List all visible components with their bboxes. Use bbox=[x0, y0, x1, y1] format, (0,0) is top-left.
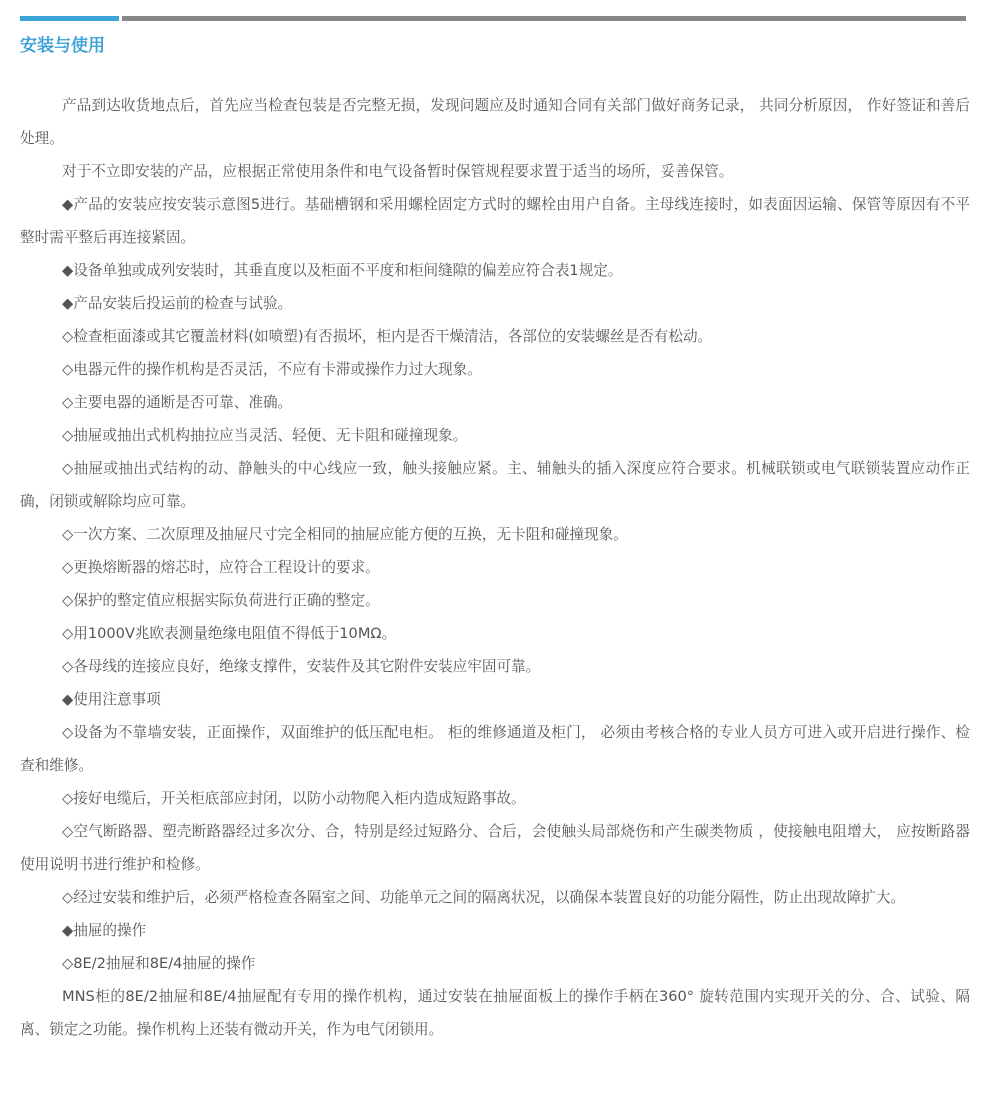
paragraph-pre-operation-heading: ◆产品安装后投运前的检查与试验。 bbox=[62, 295, 293, 312]
section-divider-rule bbox=[122, 16, 966, 21]
paragraph-check-interchange: ◇一次方案、二次原理及抽屉尺寸完全相同的抽屉应能方便的互换，无卡阻和碰撞现象。 bbox=[62, 526, 628, 543]
paragraph-check-busbar: ◇各母线的连接应良好，绝缘支撑件，安装件及其它附件安装应牢固可靠。 bbox=[62, 658, 541, 675]
paragraph-drawer-operation: MNS柜的8E/2抽屉和8E/4抽屉配有专用的操作机构，通过安装在抽屉面板上的操作手柄在360° 旋转范围内实现开关的分、合、试验、隔离、锁定之功能。操作机构上还装有微动开关，作为电气闭锁用。 bbox=[20, 988, 970, 1038]
paragraph-check-drawer-pull: ◇抽屉或抽出式机构抽拉应当灵活、轻便、无卡阻和碰撞现象。 bbox=[62, 427, 468, 444]
paragraph-usage-breaker: ◇空气断路器、塑壳断路器经过多次分、合，特别是经过短路分、合后，会使触头局部烧伤和产生碳类物质 ，使接触电阻增大， 应按断路器使用说明书进行维护和检修。 bbox=[20, 823, 970, 873]
paragraph-drawer-heading: ◆抽屉的操作 bbox=[62, 922, 147, 939]
section-body bbox=[20, 89, 970, 1046]
paragraph-installation-diagram: ◆产品的安装应按安装示意图5进行。基础槽钢和采用螺栓固定方式时的螺栓由用户自备。主母线连接时，如表面因运输、保管等原因有不平整时需平整后再连接紧固。 bbox=[20, 196, 970, 246]
paragraph-check-insulation: ◇用1000V兆欧表测量绝缘电阻值不得低于10MΩ。 bbox=[62, 625, 397, 642]
paragraph-usage-cable: ◇接好电缆后，开关柜底部应封闭，以防小动物爬入柜内造成短路事故。 bbox=[62, 790, 526, 807]
paragraph-check-protection: ◇保护的整定值应根据实际负荷进行正确的整定。 bbox=[62, 592, 380, 609]
paragraph-usage-maintenance: ◇设备为不靠墙安装，正面操作，双面维护的低压配电柜。 柜的维修通道及柜门， 必须由考核合格的专业人员方可进入或开启进行操作、检查和维修。 bbox=[20, 724, 970, 774]
paragraph-check-contacts: ◇抽屉或抽出式结构的动、静触头的中心线应一致，触头接触应紧。主、辅触头的插入深度应符合要求。机械联锁或电气联锁装置应动作正确，闭锁或解除均应可靠。 bbox=[20, 460, 970, 510]
paragraph-receiving-inspection: 产品到达收货地点后，首先应当检查包装是否完整无损，发现问题应及时通知合同有关部门做好商务记录， 共同分析原因， 作好签证和善后处理。 bbox=[20, 97, 970, 147]
section-divider bbox=[20, 16, 966, 21]
paragraph-usage-heading: ◆使用注意事项 bbox=[62, 691, 161, 708]
paragraph-drawer-subheading: ◇8E/2抽屉和8E/4抽屉的操作 bbox=[62, 955, 256, 972]
paragraph-storage: 对于不立即安装的产品，应根据正常使用条件和电气设备暂时保管规程要求置于适当的场所，妥善保管。 bbox=[62, 163, 734, 180]
paragraph-verticality-tolerance: ◆设备单独或成列安装时，其垂直度以及柜面不平度和柜间缝隙的偏差应符合表1规定。 bbox=[62, 262, 623, 279]
section-title: 安装与使用 bbox=[20, 36, 105, 56]
section-divider-accent bbox=[20, 16, 119, 21]
paragraph-check-paint: ◇检查柜面漆或其它覆盖材料(如喷塑)有否损坏，柜内是否干燥清洁，各部位的安装螺丝是否有松动。 bbox=[62, 328, 713, 345]
paragraph-check-mechanism: ◇电器元件的操作机构是否灵活，不应有卡滞或操作力过大现象。 bbox=[62, 361, 482, 378]
paragraph-check-fuse: ◇更换熔断器的熔芯时，应符合工程设计的要求。 bbox=[62, 559, 380, 576]
paragraph-check-switching: ◇主要电器的通断是否可靠、准确。 bbox=[62, 394, 293, 411]
paragraph-usage-isolation: ◇经过安装和维护后，必须严格检查各隔室之间、功能单元之间的隔离状况，以确保本装置良好的功能分隔性，防止出现故障扩大。 bbox=[62, 889, 906, 906]
